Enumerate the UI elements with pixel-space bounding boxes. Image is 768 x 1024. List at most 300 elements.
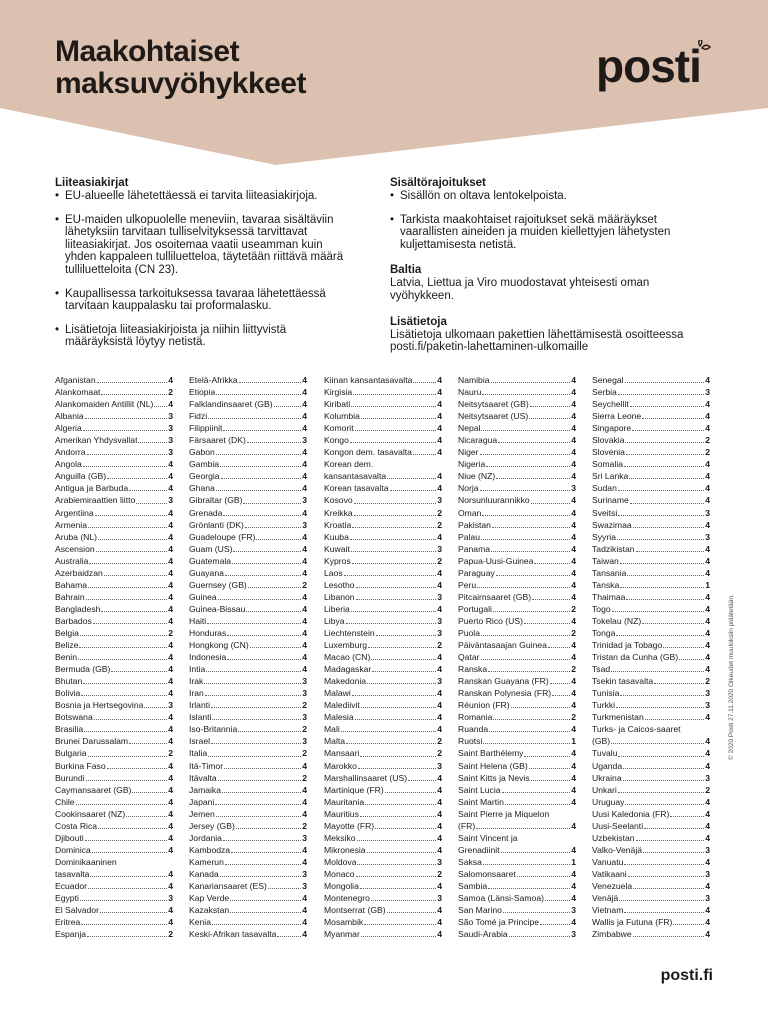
country-row xyxy=(592,543,710,555)
dot-leader xyxy=(643,852,704,853)
country-name: Filippiinit xyxy=(189,423,223,434)
country-row xyxy=(324,446,442,458)
dot-leader xyxy=(633,888,704,889)
country-name: Kamerun xyxy=(189,856,224,867)
zone-number: 4 xyxy=(168,880,173,891)
country-row xyxy=(55,494,173,506)
zone-number: 4 xyxy=(437,447,442,458)
country-name: Kuuba xyxy=(324,531,349,542)
dot-leader xyxy=(218,599,302,600)
info-left xyxy=(55,177,345,362)
country-row xyxy=(324,374,442,386)
country-row xyxy=(324,868,442,880)
dot-leader xyxy=(531,503,571,504)
country-name: Antigua ja Barbuda xyxy=(55,483,129,494)
country-name: Guinea-Bissau xyxy=(189,603,246,614)
zone-number: 4 xyxy=(437,567,442,578)
section-title-restrictions: Sisältörajoitukset xyxy=(390,177,486,189)
country-name: Puola xyxy=(458,627,480,638)
country-name: Uzbekistan xyxy=(592,832,635,843)
zone-number: 4 xyxy=(705,495,710,506)
dot-leader xyxy=(215,804,301,805)
info-right xyxy=(390,177,710,367)
country-name: Kazakstan xyxy=(189,905,230,916)
country-name: Neitsytsaaret (US) xyxy=(458,411,529,422)
dot-leader xyxy=(216,454,301,455)
zone-number: 4 xyxy=(302,507,307,518)
country-row xyxy=(458,868,576,880)
dot-leader xyxy=(625,382,705,383)
country-name: Unkari xyxy=(592,784,617,795)
dot-leader xyxy=(387,478,436,479)
country-row xyxy=(458,639,576,651)
dot-leader xyxy=(625,442,704,443)
dot-leader xyxy=(222,792,301,793)
zone-number: 3 xyxy=(705,868,710,879)
country-name: Dominica xyxy=(55,844,91,855)
country-row xyxy=(55,796,173,808)
country-row xyxy=(458,470,576,482)
dot-leader xyxy=(225,575,301,576)
country-name: Ranskan Polynesia (FR) xyxy=(458,688,552,699)
country-name: Sveitsi xyxy=(592,507,618,518)
dot-leader xyxy=(488,671,570,672)
zone-number: 4 xyxy=(571,820,576,831)
zone-number: 4 xyxy=(302,664,307,675)
country-name: Jemen xyxy=(189,808,215,819)
zone-number: 2 xyxy=(571,712,576,723)
zone-number: 4 xyxy=(437,808,442,819)
dot-leader xyxy=(239,382,302,383)
dot-leader xyxy=(509,936,571,937)
dot-leader xyxy=(642,623,704,624)
zone-number: 4 xyxy=(437,387,442,398)
country-name: Ruanda xyxy=(458,724,489,735)
country-name: Marshallinsaaret (US) xyxy=(324,772,408,783)
dot-leader xyxy=(531,780,571,781)
dot-leader xyxy=(87,936,167,937)
zone-number: 4 xyxy=(302,375,307,385)
dot-leader xyxy=(85,418,168,419)
dot-leader xyxy=(624,912,704,913)
country-name: Ranskan Guayana (FR) xyxy=(458,676,549,687)
country-row xyxy=(324,639,442,651)
zone-number: 3 xyxy=(437,856,442,867)
zone-number: 3 xyxy=(437,591,442,602)
country-row xyxy=(189,711,307,723)
country-name: Vanuatu xyxy=(592,856,624,867)
dot-leader xyxy=(611,743,704,744)
zone-number: 3 xyxy=(302,712,307,723)
zone-number: 4 xyxy=(437,603,442,614)
zone-number: 4 xyxy=(705,880,710,891)
zone-number: 4 xyxy=(571,543,576,554)
dot-leader xyxy=(96,551,168,552)
dot-leader xyxy=(206,671,301,672)
country-name: Iran xyxy=(189,688,204,699)
zone-number: 3 xyxy=(705,893,710,904)
zone-number: 4 xyxy=(705,917,710,928)
country-name: Gibraltar (GB) xyxy=(189,495,243,506)
country-row xyxy=(324,675,442,687)
section-content-restrictions xyxy=(390,177,710,251)
country-name: Nicaragua xyxy=(458,435,498,446)
country-row xyxy=(324,832,442,844)
zone-number: 4 xyxy=(571,748,576,759)
dot-leader xyxy=(93,623,167,624)
zone-number: 4 xyxy=(437,531,442,542)
country-row xyxy=(55,651,173,663)
zone-number: 4 xyxy=(168,796,173,807)
zone-number: 4 xyxy=(168,471,173,482)
country-row xyxy=(458,507,576,519)
country-name: Espanja xyxy=(55,929,87,940)
dot-leader xyxy=(238,731,301,732)
zone-number: 4 xyxy=(705,399,710,410)
dot-leader xyxy=(616,635,704,636)
dot-leader xyxy=(346,743,436,744)
country-name: Tuvalu xyxy=(592,748,618,759)
dot-leader xyxy=(498,442,570,443)
country-name: Intia xyxy=(189,664,206,675)
section-attachments xyxy=(55,177,345,349)
zone-number: 4 xyxy=(571,519,576,530)
list-item: • EU-alueelle lähetettäessä ei tarvita liiteasiakirjoja. xyxy=(55,190,345,203)
country-name: Portugali xyxy=(458,603,492,614)
country-row xyxy=(189,820,307,832)
zone-number: 4 xyxy=(571,531,576,542)
dot-leader xyxy=(208,756,301,757)
country-name: Makedonia xyxy=(324,676,367,687)
zone-number: 4 xyxy=(168,640,173,651)
country-name: Tansania xyxy=(592,567,627,578)
country-name: Tsekin tasavalta xyxy=(592,676,654,687)
page-title xyxy=(55,36,306,100)
country-row xyxy=(458,663,576,675)
country-row xyxy=(458,892,576,904)
country-name: Senegal xyxy=(592,375,624,385)
dot-leader xyxy=(524,756,570,757)
country-row xyxy=(324,699,442,711)
zone-number: 4 xyxy=(168,652,173,663)
country-name: Laos xyxy=(324,567,343,578)
zone-number: 4 xyxy=(168,507,173,518)
country-name: Päiväntasaajan Guinea xyxy=(458,640,547,651)
country-row xyxy=(55,567,173,579)
country-row xyxy=(324,892,442,904)
country-name: Libya xyxy=(324,615,345,626)
dot-leader xyxy=(107,768,168,769)
country-row xyxy=(592,904,710,916)
country-row xyxy=(458,723,576,735)
country-row xyxy=(55,832,173,844)
country-name: Moldova xyxy=(324,856,357,867)
country-name: El Salvador xyxy=(55,905,99,916)
country-name: Guayana xyxy=(189,567,224,578)
zone-number: 3 xyxy=(437,627,442,638)
dot-leader xyxy=(532,599,570,600)
zone-number: 3 xyxy=(302,868,307,879)
zone-number: 4 xyxy=(571,772,576,783)
zone-number: 3 xyxy=(437,495,442,506)
country-name: Irak xyxy=(189,676,204,687)
dot-leader xyxy=(232,563,301,564)
country-row xyxy=(189,458,307,470)
country-row xyxy=(189,627,307,639)
section-title-attachments: Liiteasiakirjat xyxy=(55,177,129,189)
country-name: Aruba (NL) xyxy=(55,531,98,542)
zone-number: 4 xyxy=(705,627,710,638)
country-name: Chile xyxy=(55,796,75,807)
zone-number: 4 xyxy=(571,880,576,891)
country-row xyxy=(189,772,307,784)
country-name: Italia xyxy=(189,748,208,759)
country-name: Kanariansaaret (ES) xyxy=(189,880,267,891)
country-row xyxy=(55,675,173,687)
zone-number: 4 xyxy=(302,483,307,494)
country-name: Färsaaret (DK) xyxy=(189,435,246,446)
zone-number: 4 xyxy=(437,375,442,385)
country-name: Nigeria xyxy=(458,459,486,470)
country-row xyxy=(189,531,307,543)
zone-number: 3 xyxy=(302,880,307,891)
country-name: Jamaika xyxy=(189,784,221,795)
country-name: Saint Vincent ja xyxy=(458,832,518,843)
country-name: Korean dem. xyxy=(324,459,374,470)
zone-number: 4 xyxy=(302,796,307,807)
dot-leader xyxy=(548,647,570,648)
dot-leader xyxy=(505,804,570,805)
country-name: Tonga xyxy=(592,627,616,638)
country-row xyxy=(324,531,442,543)
dot-leader xyxy=(79,647,167,648)
zone-number: 4 xyxy=(302,591,307,602)
country-name: Slovenia xyxy=(592,447,625,458)
dot-leader xyxy=(268,888,301,889)
country-name: Irlanti xyxy=(189,700,211,711)
zone-number: 4 xyxy=(437,880,442,891)
country-row xyxy=(55,446,173,458)
dot-leader xyxy=(87,454,168,455)
country-row xyxy=(55,760,173,772)
country-row xyxy=(55,928,173,940)
country-row xyxy=(458,711,576,723)
country-name: Sambia xyxy=(458,880,488,891)
country-name: Samoa (Länsi-Samoa) xyxy=(458,893,544,904)
dot-leader xyxy=(483,864,570,865)
dot-leader xyxy=(356,587,437,588)
country-row xyxy=(189,434,307,446)
zone-number: 4 xyxy=(705,820,710,831)
country-row xyxy=(189,760,307,772)
country-column xyxy=(55,374,173,940)
country-row xyxy=(324,507,442,519)
baltia-text: Latvia, Liettua ja Viro muodostavat yhteisesti oman vyöhykkeen. xyxy=(390,277,650,302)
country-row xyxy=(592,675,710,687)
zone-number: 4 xyxy=(168,712,173,723)
country-row xyxy=(55,579,173,591)
country-name: Kanada xyxy=(189,868,219,879)
country-name: Dominikaaninen xyxy=(55,856,117,867)
country-row xyxy=(189,687,307,699)
dot-leader xyxy=(346,623,437,624)
zone-number: 4 xyxy=(302,543,307,554)
country-row xyxy=(189,856,307,868)
dot-leader xyxy=(277,936,301,937)
zone-number: 4 xyxy=(437,471,442,482)
country-name: Komorit xyxy=(324,423,354,434)
country-row xyxy=(458,880,576,892)
zone-number: 2 xyxy=(302,724,307,735)
country-row xyxy=(324,663,442,675)
dot-leader xyxy=(351,406,436,407)
country-name: Paraguay xyxy=(458,567,495,578)
country-row xyxy=(592,639,710,651)
dot-leader xyxy=(224,768,301,769)
dot-leader xyxy=(94,719,167,720)
zone-number: 4 xyxy=(437,652,442,663)
dot-leader xyxy=(491,382,571,383)
dot-leader xyxy=(231,852,301,853)
country-name: Mayotte (FR) xyxy=(324,820,375,831)
country-row xyxy=(458,386,576,398)
country-row xyxy=(324,615,442,627)
footer-url[interactable]: posti.fi xyxy=(660,967,713,984)
zone-number: 4 xyxy=(302,399,307,410)
country-row xyxy=(458,928,576,940)
dot-leader xyxy=(256,539,301,540)
country-name: Suriname xyxy=(592,495,629,506)
country-row xyxy=(55,735,173,747)
dot-leader xyxy=(248,587,301,588)
country-name: Alankomaat xyxy=(55,387,101,398)
dot-leader xyxy=(225,864,301,865)
dot-leader xyxy=(481,430,570,431)
dot-leader xyxy=(212,924,301,925)
dot-leader xyxy=(524,623,570,624)
zone-number: 4 xyxy=(705,664,710,675)
country-row xyxy=(592,892,710,904)
country-name: Singapore xyxy=(592,423,632,434)
zone-number: 4 xyxy=(437,929,442,940)
zone-number: 2 xyxy=(437,507,442,518)
zone-number: 4 xyxy=(571,555,576,566)
country-name: Vietnam xyxy=(592,905,624,916)
dot-leader xyxy=(352,563,436,564)
country-row xyxy=(55,639,173,651)
zone-number: 2 xyxy=(705,447,710,458)
dot-leader xyxy=(83,430,167,431)
dot-leader xyxy=(627,575,704,576)
country-row xyxy=(592,844,710,856)
country-name: Turkki xyxy=(592,700,616,711)
country-row xyxy=(189,723,307,735)
zone-number: 4 xyxy=(302,531,307,542)
country-name: Venezuela xyxy=(592,880,633,891)
country-row xyxy=(592,519,710,531)
country-row xyxy=(189,916,307,928)
country-name: Fidzi xyxy=(189,411,208,422)
country-name: Armenia xyxy=(55,519,87,530)
dot-leader xyxy=(376,635,437,636)
zone-number: 2 xyxy=(168,748,173,759)
dot-leader xyxy=(98,539,167,540)
dot-leader xyxy=(387,912,437,913)
dot-leader xyxy=(88,587,167,588)
country-row xyxy=(324,458,442,470)
dot-leader xyxy=(104,575,167,576)
country-name: Wallis ja Futuna (FR) xyxy=(592,917,673,928)
country-row xyxy=(592,410,710,422)
country-name: Afganistan xyxy=(55,375,96,385)
dot-leader xyxy=(367,683,436,684)
zone-number: 3 xyxy=(168,411,173,422)
country-name: Anguilla (GB) xyxy=(55,471,107,482)
list-item: • Lisätietoja liiteasiakirjoista ja niihin liittyvistä määräyksistä löytyy netistä. xyxy=(55,324,345,349)
dot-leader xyxy=(220,466,301,467)
country-name: Mikronesia xyxy=(324,844,366,855)
zone-number: 4 xyxy=(437,712,442,723)
country-column xyxy=(458,374,576,940)
country-name: Swazimaa xyxy=(592,519,632,530)
country-row xyxy=(189,410,307,422)
dot-leader xyxy=(354,503,437,504)
country-name: Bermuda (GB) xyxy=(55,664,111,675)
dot-leader xyxy=(517,876,570,877)
country-name: Belize xyxy=(55,640,79,651)
zone-number: 4 xyxy=(168,832,173,843)
zone-number: 3 xyxy=(437,615,442,626)
country-row xyxy=(324,627,442,639)
dot-leader xyxy=(368,647,436,648)
country-row xyxy=(458,772,576,784)
dot-leader xyxy=(274,406,302,407)
country-name: Malediivit xyxy=(324,700,360,711)
country-name: Tanska xyxy=(592,579,620,590)
dot-leader xyxy=(679,659,704,660)
dot-leader xyxy=(477,587,570,588)
dot-leader xyxy=(218,780,302,781)
country-name: Djibouti xyxy=(55,832,84,843)
dot-leader xyxy=(245,527,301,528)
zone-number: 4 xyxy=(705,603,710,614)
zone-number: 4 xyxy=(437,832,442,843)
country-name: (GB) xyxy=(592,736,611,747)
zone-number: 4 xyxy=(437,483,442,494)
country-row xyxy=(324,555,442,567)
dot-leader xyxy=(385,792,437,793)
country-row xyxy=(189,735,307,747)
country-row xyxy=(55,747,173,759)
zone-number: 4 xyxy=(302,808,307,819)
dot-leader xyxy=(230,900,301,901)
zone-number: 2 xyxy=(302,820,307,831)
country-name: Itä-Timor xyxy=(189,760,224,771)
country-column xyxy=(324,374,442,940)
zone-number: 3 xyxy=(168,447,173,458)
zone-number: 4 xyxy=(302,603,307,614)
zone-number: 4 xyxy=(571,423,576,434)
zone-number: 4 xyxy=(302,459,307,470)
country-row xyxy=(458,494,576,506)
dot-leader xyxy=(352,695,436,696)
country-name: Brunei Darussalam xyxy=(55,736,129,747)
country-name: Saksa xyxy=(458,856,482,867)
country-row xyxy=(189,663,307,675)
country-row xyxy=(458,832,576,844)
zone-number: 2 xyxy=(571,603,576,614)
dot-leader xyxy=(88,756,168,757)
